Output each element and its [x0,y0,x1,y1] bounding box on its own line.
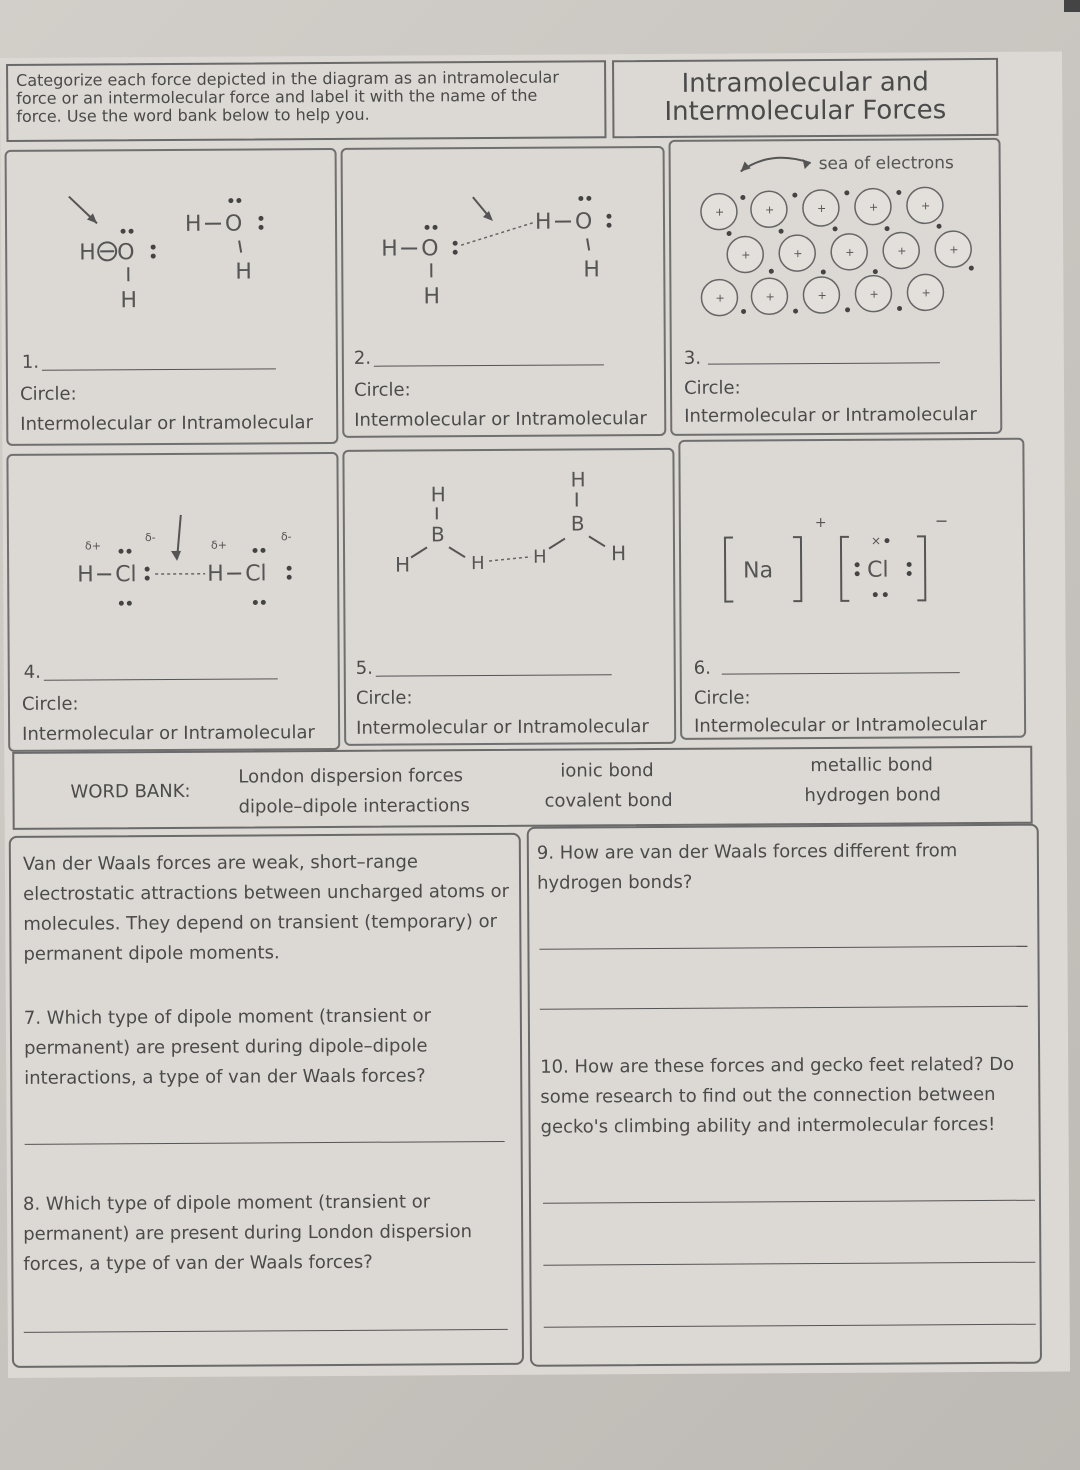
panel-6-answer-line[interactable] [722,672,960,674]
atom-2b: O [421,236,439,262]
panel-4-circle-options[interactable]: Intermolecular or Intramolecular [22,722,315,745]
left-questions-box [9,833,524,1368]
atom-2c: H [423,284,441,310]
svg-text:+: + [814,514,827,532]
svg-text:H: H [532,546,547,568]
svg-text:H: H [610,541,627,566]
panel-6-circle-label: Circle: [693,687,751,709]
panel-5-circle-label: Circle: [355,687,413,709]
instructions-line-2: force or an intermolecular force and label it with the name of the [16,85,538,108]
atom-4c: H [207,561,224,587]
svg-text:×: × [870,533,882,548]
bracket-na-right [793,537,801,601]
svg-text:δ+: δ+ [210,538,227,552]
word-bank-term-hydrogen: hydrogen bond [804,784,941,807]
atom-6-na: Na [743,558,774,584]
svg-text:+: + [868,200,879,214]
question-10-answer-line-1[interactable] [543,1200,1035,1204]
question-10: 10. How are these forces and gecko feet related? Do some research to find out the connection between gecko's climbing ability and intermolecular forces! [540,1053,1015,1138]
panel-4-answer-line[interactable] [44,678,278,680]
instructions-box [6,60,606,142]
svg-text:+: + [845,245,855,259]
panel-6 [678,438,1026,740]
svg-text:+: + [920,199,931,213]
panel-3-circle-options[interactable]: Intermolecular or Intramolecular [684,404,977,427]
atom-1c: H [120,288,138,314]
word-bank-term-metallic: metallic bond [810,754,933,777]
hbond-dashes-2 [461,223,533,245]
atom-2f: H [583,257,600,283]
svg-text:−: − [934,511,949,531]
panel-2 [341,146,667,438]
bridge-dashes-5 [489,557,531,561]
panel-5 [342,448,676,746]
word-bank-label: WORD BANK: [70,780,191,803]
svg-text:+: + [949,243,959,257]
panel-1-circle-label: Circle: [19,383,77,405]
question-9: 9. How are van der Waals forces different from hydrogen bonds? [536,840,958,894]
panel-3-circle-label: Circle: [683,377,741,399]
svg-text:+: + [764,203,775,217]
question-8-answer-line[interactable] [24,1329,508,1333]
svg-text:δ+: δ+ [84,539,101,553]
bracket-cl-right [917,536,925,600]
panel-6-circle-options[interactable]: Intermolecular or Intramolecular [694,713,987,737]
svg-text:+: + [741,248,751,262]
bracket-cl-left [841,537,849,601]
instructions-line-3: force. Use the word bank below to help you. [16,104,370,126]
word-bank [12,746,1032,830]
svg-text:+: + [816,201,827,216]
diagram-2 [343,148,664,330]
svg-text:+: + [869,287,879,301]
atom-5-boron-2: B [570,511,585,536]
svg-text:H: H [430,482,446,507]
worksheet-page [0,52,1070,1378]
instructions-line-1: Categorize each force depicted in the diagram as an intramolecular [16,67,559,90]
panel-3-answer-line[interactable] [708,362,940,364]
panel-4-number: 4. [23,661,42,683]
atom-1f: H [235,259,252,285]
atom-4d: Cl [245,561,267,587]
panel-1-circle-options[interactable]: Intermolecular or Intramolecular [20,412,314,435]
svg-text:+: + [714,205,725,219]
diagram-4 [8,454,337,646]
corner-dark-bar [1064,0,1080,12]
panel-6-number: 6. [693,657,711,679]
panel-1 [5,148,339,446]
diagram-5 [344,450,673,632]
atom-1a: H [79,240,96,266]
bracket-na-left [725,538,733,602]
panel-4-circle-label: Circle: [21,693,79,715]
question-10-answer-line-2[interactable] [543,1262,1035,1266]
svg-text:H: H [395,552,411,577]
word-bank-term-dipole: dipole–dipole interactions [238,795,470,818]
vdw-intro: Van der Waals forces are weak, short–range electrostatic attractions between uncharged atoms or molecules. They depend on transient (temporary) or permanent dipole moments. [22,851,510,965]
question-9-answer-line-1[interactable] [539,946,1027,950]
panel-1-number: 1. [21,351,40,373]
atom-6-cl: Cl [867,557,889,583]
atom-1e: H [184,211,202,237]
panel-5-number: 5. [355,657,373,679]
diagram-3 [671,140,1002,322]
panel-5-answer-line[interactable] [376,674,612,676]
title-box [612,58,998,138]
svg-text:δ-: δ- [144,531,156,545]
word-bank-term-ionic: ionic bond [560,760,654,782]
svg-text:+: + [921,286,931,300]
question-8: 8. Which type of dipole moment (transient or permanent) are present during London dispersion forces, a type of van der Waals forces? [22,1191,473,1275]
panel-4 [6,452,340,752]
atom-1b: O [117,240,135,266]
panel-2-circle-label: Circle: [353,379,411,401]
svg-text:+: + [793,247,803,261]
svg-text:+: + [897,244,907,258]
diagram-6 [680,440,1025,632]
panel-2-number: 2. [353,347,372,369]
panel-1-answer-line[interactable] [42,368,276,370]
atom-4a: H [77,562,94,588]
question-7: 7. Which type of dipole moment (transient or permanent) are present during dipole–dipole interactions, a type of van der Waals forces? [23,1005,432,1089]
panel-5-circle-options[interactable]: Intermolecular or Intramolecular [356,716,649,739]
sea-of-electrons-caption: sea of electrons [818,153,954,175]
atom-2d: H [534,209,552,235]
svg-text:+: + [715,291,725,305]
question-7-answer-line[interactable] [25,1141,505,1145]
title-line-1: Intramolecular and [681,67,929,99]
svg-text:+: + [817,288,827,303]
sea-arrow [741,158,811,172]
diagram-1 [7,150,336,332]
title-line-2: Intermolecular Forces [664,95,947,127]
question-10-answer-line-3[interactable] [544,1324,1036,1328]
atom-2a: H [381,236,398,262]
panel-2-answer-line[interactable] [374,364,604,366]
panel-3 [669,138,1003,436]
question-9-answer-line-2[interactable] [540,1006,1028,1010]
atom-1d: O [224,211,243,237]
panel-2-circle-options[interactable]: Intermolecular or Intramolecular [354,408,647,431]
atom-2e: O [574,209,593,235]
word-bank-term-london: London dispersion forces [238,765,464,788]
atom-4b: Cl [115,562,137,588]
svg-text:H: H [471,553,485,575]
right-questions-box [527,824,1042,1367]
panel-3-number: 3. [683,347,702,369]
word-bank-term-covalent: covalent bond [544,789,673,812]
svg-text:H: H [570,467,586,492]
svg-text:+: + [765,290,775,304]
svg-text:δ-: δ- [280,530,292,544]
arrowhead-4 [171,551,181,561]
atom-5-boron-1: B [430,522,445,547]
